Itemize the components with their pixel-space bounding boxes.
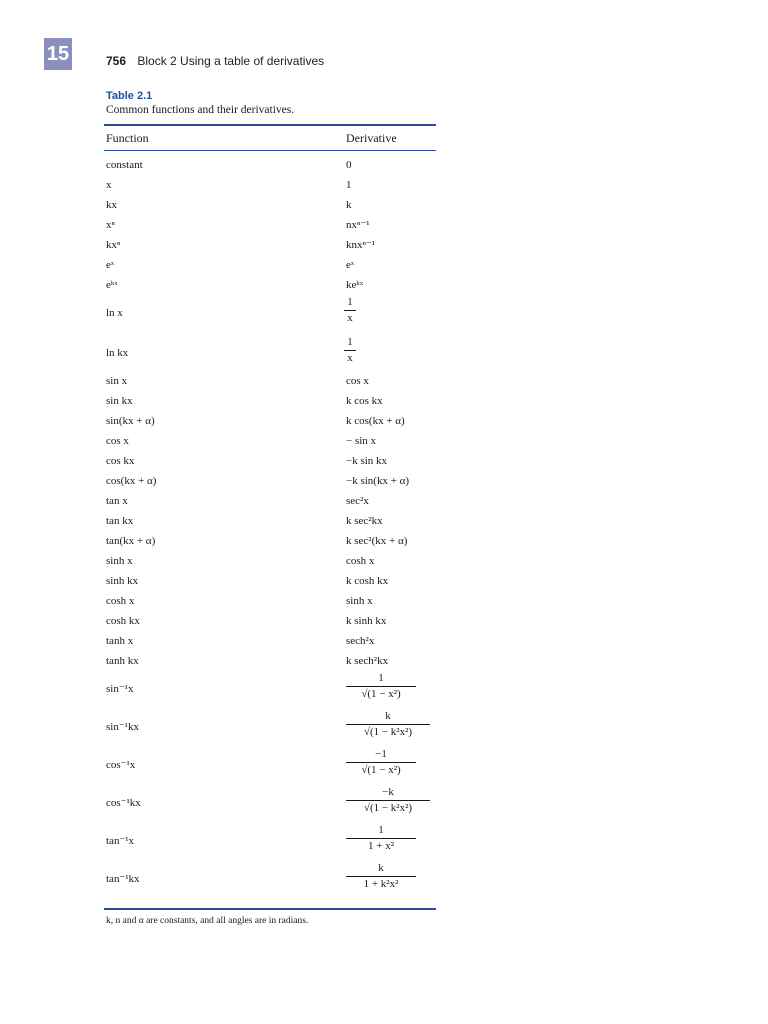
fraction-numerator: 1 bbox=[378, 824, 384, 836]
fraction-numerator: k bbox=[385, 710, 391, 722]
fraction-denominator: 1 + x² bbox=[367, 840, 394, 852]
fraction-bar bbox=[346, 800, 430, 801]
table-label: Table 2.1 bbox=[106, 90, 153, 102]
table-row-derivative: 0 bbox=[346, 159, 352, 171]
table-row-function: kxⁿ bbox=[106, 239, 121, 251]
column-header-derivative: Derivative bbox=[346, 131, 397, 145]
fraction-bar bbox=[346, 686, 416, 687]
table-row-function: tan⁻¹x bbox=[106, 835, 135, 847]
fraction-denominator: x bbox=[347, 312, 353, 324]
table-row-function: tan(kx + α) bbox=[106, 535, 156, 547]
fraction-denominator: √(1 − x²) bbox=[361, 688, 401, 700]
table-row-function: sin(kx + α) bbox=[106, 415, 155, 427]
table-row-function: cosh kx bbox=[106, 615, 140, 627]
table-row-function: sin x bbox=[106, 375, 128, 387]
derivative-fraction bbox=[344, 336, 356, 365]
table-row-function: cos(kx + α) bbox=[106, 475, 157, 487]
table-row-function: cosh x bbox=[106, 595, 135, 607]
table-row-function: cos⁻¹kx bbox=[106, 797, 141, 809]
table-row-derivative: k cos(kx + α) bbox=[346, 415, 405, 427]
table-row-derivative: keᵏˣ bbox=[346, 279, 364, 291]
table-row-derivative: knxⁿ⁻¹ bbox=[346, 239, 376, 251]
table-row-derivative: nxⁿ⁻¹ bbox=[346, 219, 370, 231]
table-row-derivative: −k sin kx bbox=[346, 455, 388, 467]
table-row-derivative: cos x bbox=[346, 375, 369, 387]
table-bottom-rule bbox=[104, 908, 436, 910]
derivative-fraction bbox=[346, 748, 416, 777]
fraction-numerator: −k bbox=[382, 786, 394, 798]
table-row-function: tan kx bbox=[106, 515, 134, 527]
fraction-numerator: 1 bbox=[378, 672, 384, 684]
table-row-derivative: − sin x bbox=[346, 435, 377, 447]
table-row-function: cos⁻¹x bbox=[106, 759, 136, 771]
table-row-function: eˣ bbox=[106, 259, 115, 271]
table-row-derivative: k sinh kx bbox=[346, 615, 387, 627]
table-row-function: cos x bbox=[106, 435, 129, 447]
table-row-function: eᵏˣ bbox=[106, 279, 118, 291]
derivative-fraction bbox=[344, 296, 356, 325]
table-row-function: sinh x bbox=[106, 555, 133, 567]
derivative-fraction bbox=[346, 862, 416, 891]
derivative-fraction bbox=[346, 710, 430, 739]
column-header-function: Function bbox=[106, 131, 149, 145]
table-row-function: sin⁻¹x bbox=[106, 683, 134, 695]
fraction-denominator: 1 + k²x² bbox=[363, 878, 399, 890]
table-row-derivative: k cos kx bbox=[346, 395, 383, 407]
table-row-function: cos kx bbox=[106, 455, 135, 467]
table-row-derivative: sec²x bbox=[346, 495, 369, 507]
table-row-derivative: k sec²kx bbox=[346, 515, 383, 527]
table-row-derivative: sinh x bbox=[346, 595, 373, 607]
fraction-denominator: x bbox=[347, 352, 353, 364]
page-number: 756 bbox=[106, 54, 127, 68]
fraction-numerator: 1 bbox=[347, 296, 353, 308]
table-top-rule bbox=[104, 124, 436, 126]
fraction-numerator: 1 bbox=[347, 336, 353, 348]
table-row-derivative: −k sin(kx + α) bbox=[346, 475, 410, 487]
table-row-function: ln kx bbox=[106, 347, 129, 359]
table-row-function: constant bbox=[106, 159, 143, 171]
table-row-function: kx bbox=[106, 199, 117, 211]
fraction-denominator: √(1 − k²x²) bbox=[363, 726, 413, 738]
table-row-function: sin⁻¹kx bbox=[106, 721, 139, 733]
fraction-bar bbox=[346, 762, 416, 763]
table-row-function: ln x bbox=[106, 307, 123, 319]
fraction-bar bbox=[344, 350, 356, 351]
derivative-fraction bbox=[346, 672, 416, 701]
table-footnote: k, n and α are constants, and all angles are in radians. bbox=[106, 916, 309, 926]
derivative-fraction bbox=[346, 786, 430, 815]
fraction-numerator: k bbox=[378, 862, 384, 874]
table-row-derivative: k bbox=[346, 199, 352, 211]
chapter-badge: 15 bbox=[44, 38, 72, 70]
table-row-derivative: k cosh kx bbox=[346, 575, 389, 587]
table-row-function: tan⁻¹kx bbox=[106, 873, 140, 885]
fraction-bar bbox=[346, 876, 416, 877]
table-row-derivative: cosh x bbox=[346, 555, 375, 567]
table-header-rule bbox=[104, 150, 436, 151]
table-row-derivative: sech²x bbox=[346, 635, 375, 647]
table-row-function: sinh kx bbox=[106, 575, 139, 587]
table-row-function: sin kx bbox=[106, 395, 133, 407]
table-row-derivative: k sech²kx bbox=[346, 655, 389, 667]
running-title: Block 2 Using a table of derivatives bbox=[137, 54, 325, 68]
fraction-bar bbox=[346, 724, 430, 725]
table-row-derivative: 1 bbox=[346, 179, 352, 191]
table-row-function: tanh kx bbox=[106, 655, 139, 667]
table-row-function: tan x bbox=[106, 495, 128, 507]
table-row-function: xⁿ bbox=[106, 219, 115, 231]
derivative-fraction bbox=[346, 824, 416, 853]
table-row-derivative: eˣ bbox=[346, 259, 355, 271]
table-row-function: tanh x bbox=[106, 635, 134, 647]
table-caption: Common functions and their derivatives. bbox=[106, 104, 295, 116]
fraction-denominator: √(1 − k²x²) bbox=[363, 802, 413, 814]
fraction-bar bbox=[346, 838, 416, 839]
table-row-function: x bbox=[106, 179, 112, 191]
running-head bbox=[106, 54, 324, 68]
fraction-numerator: −1 bbox=[375, 748, 387, 760]
fraction-denominator: √(1 − x²) bbox=[361, 764, 401, 776]
fraction-bar bbox=[344, 310, 356, 311]
table-row-derivative: k sec²(kx + α) bbox=[346, 535, 408, 547]
